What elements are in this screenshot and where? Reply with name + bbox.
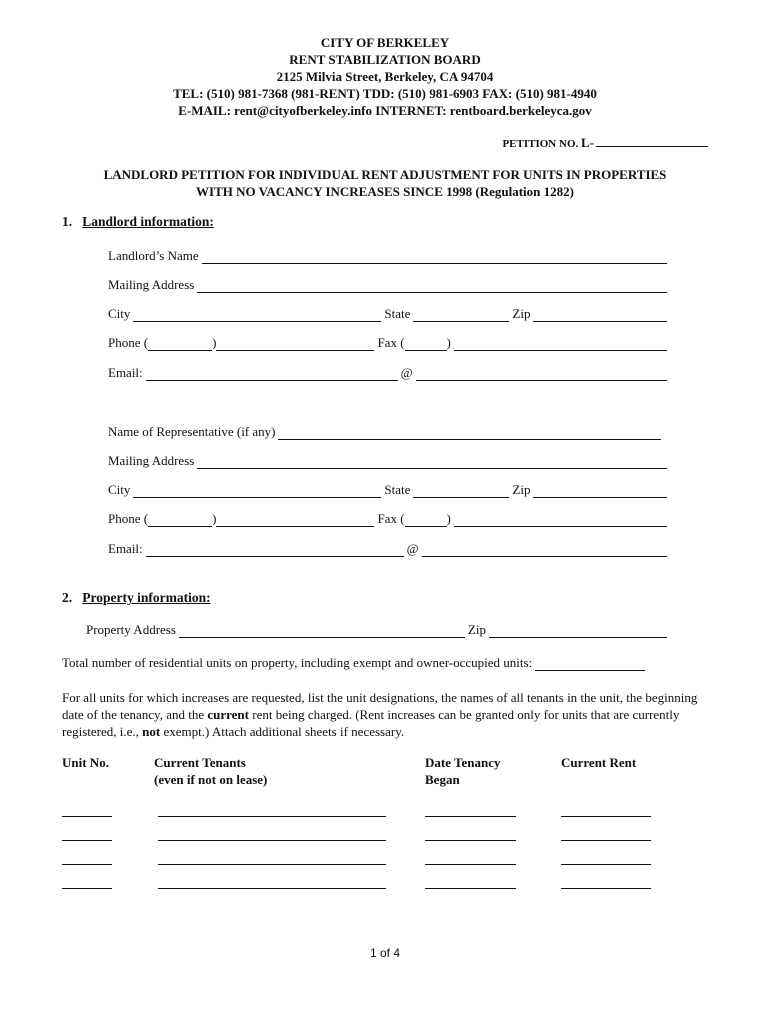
property-address-field[interactable] <box>179 625 465 638</box>
property-address-row <box>86 622 670 638</box>
tenancy-date-field[interactable] <box>425 840 516 841</box>
instructions-emphasis-not: not <box>142 724 161 739</box>
landlord-fax-area-field[interactable] <box>405 338 447 351</box>
petition-number-label: PETITION NO. <box>502 138 579 150</box>
landlord-city-row <box>108 306 670 322</box>
section-1-title: Landlord information: <box>82 214 214 229</box>
unit-no-field[interactable] <box>62 888 112 889</box>
representative-name-field[interactable] <box>278 427 661 440</box>
representative-fax-label: Fax ( <box>377 511 405 526</box>
landlord-email-user-field[interactable] <box>146 368 398 381</box>
representative-phone-label: Phone ( <box>108 511 149 526</box>
landlord-state-field[interactable] <box>413 309 509 322</box>
representative-fax-field[interactable] <box>454 514 667 527</box>
col-rent-label: Current Rent <box>561 755 637 770</box>
petition-number-prefix: L- <box>581 135 594 150</box>
tenancy-date-field[interactable] <box>425 888 516 889</box>
representative-state-field[interactable] <box>413 485 509 498</box>
landlord-city-field[interactable] <box>133 309 381 322</box>
form-title-line1: LANDLORD PETITION FOR INDIVIDUAL RENT ADJUSTMENT FOR UNITS IN PROPERTIES <box>103 167 667 182</box>
landlord-zip-field[interactable] <box>533 309 667 322</box>
landlord-mailing-label: Mailing Address <box>108 277 195 292</box>
total-units-field[interactable] <box>535 658 645 671</box>
col-tenants-sublabel: (even if not on lease) <box>154 772 268 787</box>
tenants-field[interactable] <box>158 840 386 841</box>
col-tenants-label: Current Tenants <box>154 755 246 770</box>
landlord-mailing-row <box>108 277 670 293</box>
representative-email-at: @ <box>406 541 419 556</box>
section-2-number: 2. <box>62 590 73 605</box>
property-zip-field[interactable] <box>489 625 667 638</box>
representative-name-row <box>108 424 664 440</box>
representative-zip-label: Zip <box>512 482 531 497</box>
representative-phone-area-field[interactable] <box>148 514 212 527</box>
landlord-fax-paren: ) <box>446 335 451 350</box>
tenants-field[interactable] <box>158 864 386 865</box>
landlord-state-label: State <box>384 306 411 321</box>
header-board: RENT STABILIZATION BOARD <box>289 52 481 67</box>
landlord-phone-paren: ) <box>212 335 217 350</box>
landlord-email-domain-field[interactable] <box>416 368 667 381</box>
col-unit-label: Unit No. <box>62 755 109 770</box>
representative-zip-field[interactable] <box>533 485 667 498</box>
tenancy-date-field[interactable] <box>425 864 516 865</box>
header-email-web: E-MAIL: rent@cityofberkeley.info INTERNET: rentboard.berkeleyca.gov <box>178 103 592 118</box>
landlord-city-label: City <box>108 306 131 321</box>
landlord-zip-label: Zip <box>512 306 531 321</box>
instructions-text-2: rent being charged. (Rent increases can be granted only for units that are currently registered, i.e., <box>62 707 680 739</box>
unit-no-field[interactable] <box>62 840 112 841</box>
instructions-text-3: exempt.) Attach additional sheets if necessary. <box>160 724 405 739</box>
header-city: CITY OF BERKELEY <box>320 35 450 50</box>
section-2-heading <box>62 590 211 606</box>
col-date-header <box>425 754 500 788</box>
units-instructions <box>62 689 712 740</box>
col-unit-header <box>62 754 109 771</box>
header-address: 2125 Milvia Street, Berkeley, CA 94704 <box>276 69 494 84</box>
landlord-email-label: Email: <box>108 365 143 380</box>
landlord-email-at: @ <box>400 365 413 380</box>
tenancy-date-field[interactable] <box>425 816 516 817</box>
current-rent-field[interactable] <box>561 816 651 817</box>
property-address-label: Property Address <box>86 622 176 637</box>
property-zip-label: Zip <box>467 622 486 637</box>
agency-header <box>0 34 770 119</box>
representative-email-domain-field[interactable] <box>422 544 667 557</box>
section-1-number: 1. <box>62 214 73 229</box>
landlord-mailing-field[interactable] <box>197 280 667 293</box>
tenants-field[interactable] <box>158 888 386 889</box>
representative-email-label: Email: <box>108 541 143 556</box>
unit-no-field[interactable] <box>62 864 112 865</box>
landlord-email-row <box>108 365 670 381</box>
instructions-text-1: For all units for which increases are requested, list the unit designations, the names of all tenants in the unit, the beginning date of the tenancy, and the <box>62 690 698 722</box>
page-number: 1 of 4 <box>369 946 401 960</box>
section-1-heading <box>62 214 214 230</box>
section-2-title: Property information: <box>82 590 211 605</box>
landlord-phone-field[interactable] <box>216 338 374 351</box>
representative-mailing-label: Mailing Address <box>108 453 195 468</box>
landlord-phone-area-field[interactable] <box>148 338 212 351</box>
representative-fax-area-field[interactable] <box>405 514 447 527</box>
representative-fax-paren: ) <box>446 511 451 526</box>
current-rent-field[interactable] <box>561 888 651 889</box>
col-date-sublabel: Began <box>425 772 460 787</box>
representative-mailing-row <box>108 453 670 469</box>
representative-city-row <box>108 482 670 498</box>
instructions-emphasis-current: current <box>207 707 249 722</box>
current-rent-field[interactable] <box>561 864 651 865</box>
total-units-label: Total number of residential units on property, including exempt and owner-occupied units: <box>62 655 533 670</box>
representative-email-user-field[interactable] <box>146 544 404 557</box>
landlord-name-label: Landlord’s Name <box>108 248 199 263</box>
representative-name-label: Name of Representative (if any) <box>108 424 276 439</box>
tenants-field[interactable] <box>158 816 386 817</box>
landlord-fax-field[interactable] <box>454 338 667 351</box>
representative-email-row <box>108 541 670 557</box>
col-rent-header <box>561 754 636 771</box>
petition-number-field[interactable] <box>596 134 708 147</box>
unit-no-field[interactable] <box>62 816 112 817</box>
header-phones: TEL: (510) 981-7368 (981-RENT) TDD: (510) 981-6903 FAX: (510) 981-4940 <box>173 86 597 101</box>
representative-phone-row <box>108 511 670 527</box>
representative-city-field[interactable] <box>133 485 381 498</box>
landlord-name-row <box>108 248 670 264</box>
current-rent-field[interactable] <box>561 840 651 841</box>
representative-mailing-field[interactable] <box>197 456 667 469</box>
representative-state-label: State <box>384 482 411 497</box>
total-units-row <box>62 655 648 671</box>
form-title <box>0 166 770 200</box>
landlord-phone-label: Phone ( <box>108 335 149 350</box>
col-date-label: Date Tenancy <box>425 755 501 770</box>
landlord-name-field[interactable] <box>202 251 667 264</box>
landlord-phone-row <box>108 335 670 351</box>
representative-city-label: City <box>108 482 131 497</box>
form-title-line2: WITH NO VACANCY INCREASES SINCE 1998 (Regulation 1282) <box>196 184 574 199</box>
landlord-fax-label: Fax ( <box>377 335 405 350</box>
col-tenants-header <box>154 754 267 788</box>
representative-phone-paren: ) <box>212 511 217 526</box>
petition-number <box>502 134 708 151</box>
representative-phone-field[interactable] <box>216 514 374 527</box>
